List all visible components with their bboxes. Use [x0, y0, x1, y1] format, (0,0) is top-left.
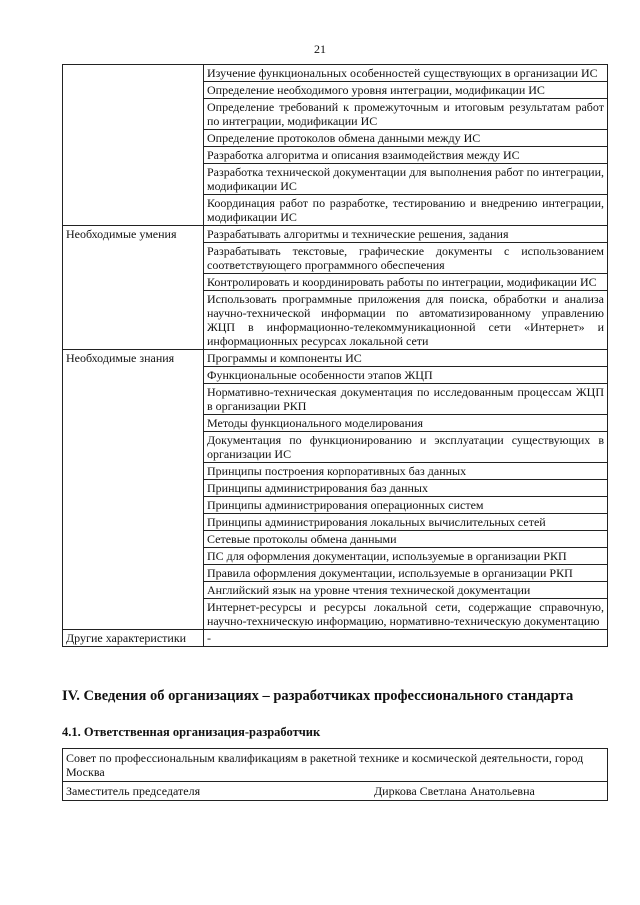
- row-group-label: Необходимые умения: [63, 226, 204, 350]
- table-cell-item: Использовать программные приложения для поиска, обработки и анализа научно-технической информации по автоматизированному управлению ЖЦП в информационно-телекоммуникационной сети «Интернет» и информационных ресурсах локальной сети: [204, 291, 608, 350]
- table-cell-item: Разрабатывать алгоритмы и технические решения, задания: [204, 226, 608, 243]
- table-row: [63, 226, 608, 243]
- org-name-row: [63, 749, 608, 782]
- table-cell-item: ПС для оформления документации, используемые в организации РКП: [204, 548, 608, 565]
- table-cell-item: Программы и компоненты ИС: [204, 350, 608, 367]
- table-cell-item: Нормативно-техническая документация по исследованным процессам ЖЦП в организации РКП: [204, 384, 608, 415]
- table-cell-item: Принципы администрирования баз данных: [204, 480, 608, 497]
- row-group-label: Другие характеристики: [63, 630, 204, 647]
- table-cell-item: Документация по функционированию и эксплуатации существующих в организации ИС: [204, 432, 608, 463]
- table-row: [63, 65, 608, 82]
- table-cell-item: Разрабатывать текстовые, графические документы с использованием соответствующего программного обеспечения: [204, 243, 608, 274]
- table-row: [63, 350, 608, 367]
- table-cell-item: Разработка технической документации для выполнения работ по интеграции, модификации ИС: [204, 164, 608, 195]
- table-cell-item: -: [204, 630, 608, 647]
- table-cell-item: Контролировать и координировать работы по интеграции, модификации ИС: [204, 274, 608, 291]
- signatory-position: Заместитель председателя: [66, 784, 201, 798]
- competency-table: [62, 64, 608, 647]
- table-cell-item: Функциональные особенности этапов ЖЦП: [204, 367, 608, 384]
- table-cell-item: Принципы администрирования локальных вычислительных сетей: [204, 514, 608, 531]
- table-cell-item: Методы функционального моделирования: [204, 415, 608, 432]
- subsection-heading: 4.1. Ответственная организация-разработчик: [62, 725, 321, 739]
- section-heading: IV. Сведения об организациях – разработчиках профессионального стандарта: [62, 688, 574, 704]
- table-cell-item: Разработка алгоритма и описания взаимодействия между ИС: [204, 147, 608, 164]
- table-cell-item: Принципы построения корпоративных баз данных: [204, 463, 608, 480]
- table-cell-item: Изучение функциональных особенностей существующих в организации ИС: [204, 65, 608, 82]
- table-cell-item: Интернет-ресурсы и ресурсы локальной сети, содержащие справочную, научно-техническую информацию, нормативно-техническую документацию: [204, 599, 608, 630]
- table-cell-item: Координация работ по разработке, тестированию и внедрению интеграции, модификации ИС: [204, 195, 608, 226]
- developer-org-table: [62, 748, 608, 801]
- signatory-row: [63, 782, 608, 801]
- row-group-label: [63, 65, 204, 226]
- page-number: 21: [314, 42, 326, 56]
- org-name: Совет по профессиональным квалификациям в ракетной технике и космической деятельности, город Москва: [63, 749, 608, 782]
- table-cell-item: Определение протоколов обмена данными между ИС: [204, 130, 608, 147]
- table-cell-item: Принципы администрирования операционных систем: [204, 497, 608, 514]
- row-group-label: Необходимые знания: [63, 350, 204, 630]
- table-row: [63, 630, 608, 647]
- table-cell-item: Правила оформления документации, используемые в организации РКП: [204, 565, 608, 582]
- table-cell-item: Определение необходимого уровня интеграции, модификации ИС: [204, 82, 608, 99]
- table-cell-item: Определение требований к промежуточным и итоговым результатам работ по интеграции, модификации ИС: [204, 99, 608, 130]
- table-cell-item: Английский язык на уровне чтения технической документации: [204, 582, 608, 599]
- signatory-name: Диркова Светлана Анатольевна: [374, 784, 535, 798]
- table-cell-item: Сетевые протоколы обмена данными: [204, 531, 608, 548]
